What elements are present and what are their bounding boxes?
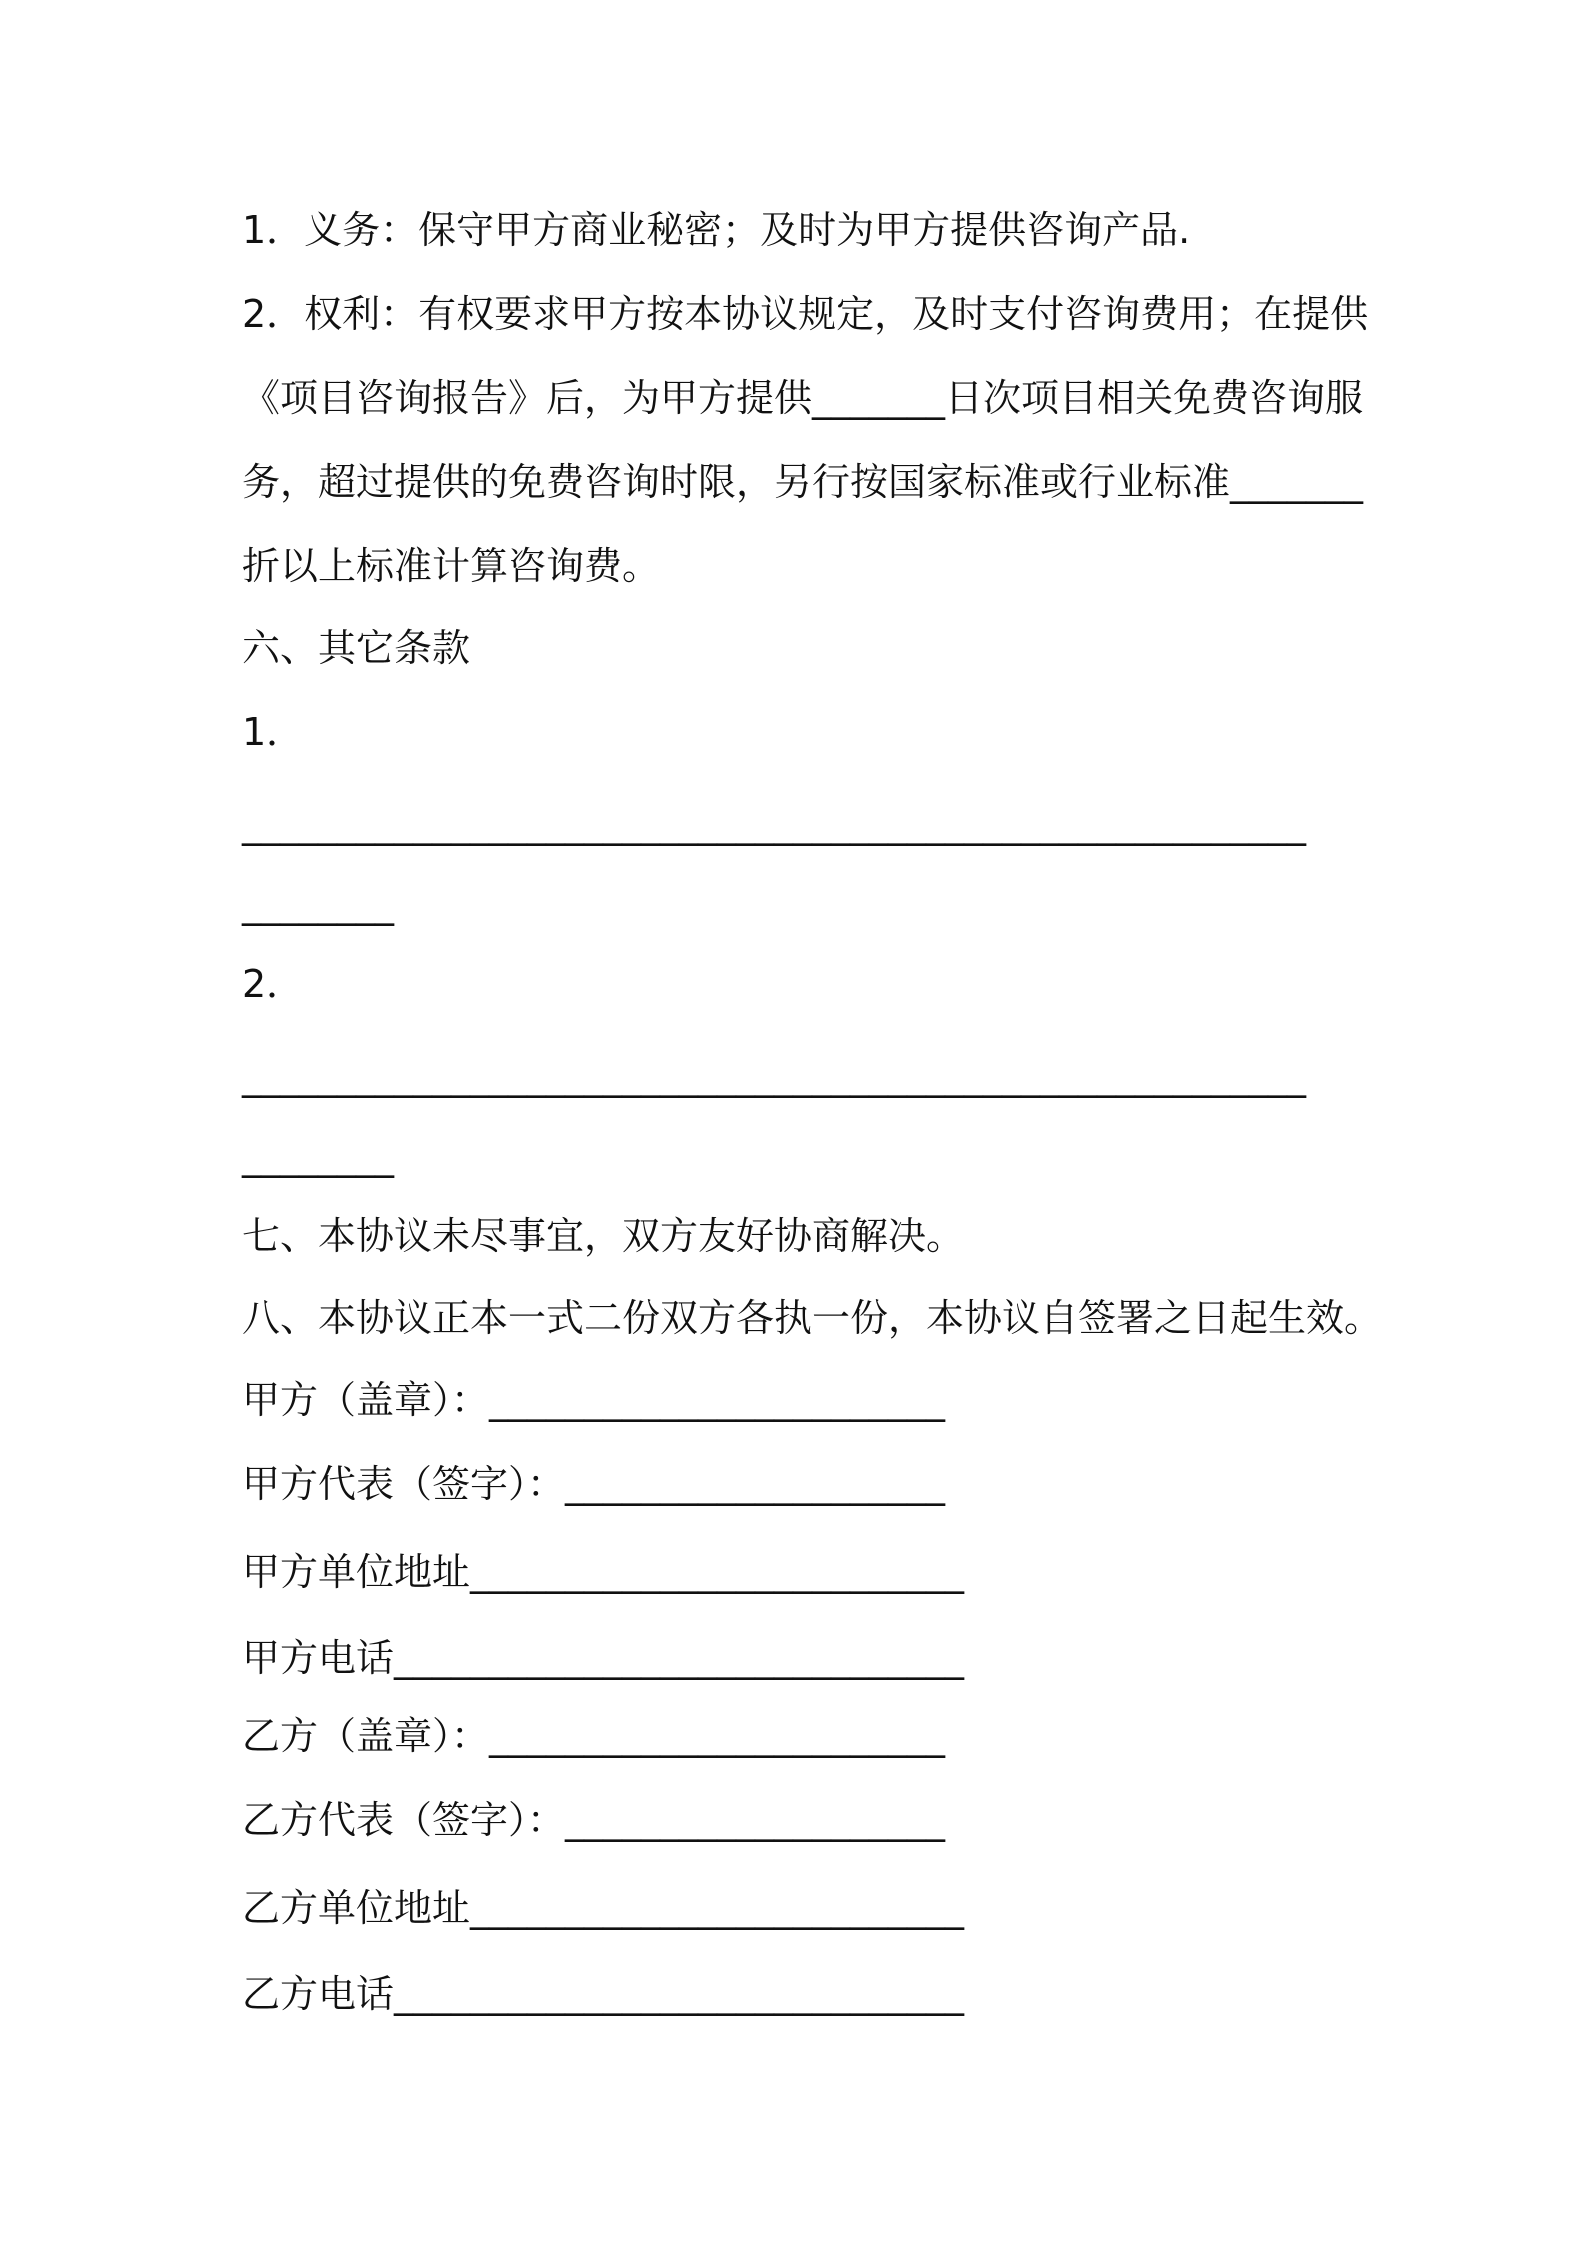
- section-6-title: 六、其它条款: [242, 626, 471, 670]
- party-b-representative-line: 乙方代表（签字）：____________________: [242, 1798, 946, 1842]
- party-a-representative-line: 甲方代表（签字）：____________________: [242, 1462, 946, 1506]
- section-8-clause: 八、本协议正本一式二份双方各执一份，本协议自签署之日起生效。: [242, 1296, 1383, 1340]
- other-term-2-blank-line-2: ________: [242, 1134, 394, 1178]
- party-a-address-line: 甲方单位地址__________________________: [242, 1550, 965, 1594]
- party-b-seal-line: 乙方（盖章）：________________________: [242, 1714, 946, 1758]
- party-a-seal-line: 甲方（盖章）：________________________: [242, 1378, 946, 1422]
- other-term-2-blank-line-1: ________________________________________________________: [242, 1054, 1306, 1098]
- party-b-address-line: 乙方单位地址__________________________: [242, 1886, 965, 1930]
- party-b-phone-line: 乙方电话______________________________: [242, 1972, 965, 2016]
- rights-clause-line-3: 务，超过提供的免费咨询时限，另行按国家标准或行业标准_______: [242, 460, 1364, 504]
- party-a-phone-line: 甲方电话______________________________: [242, 1636, 965, 1680]
- rights-clause-line-2: 《项目咨询报告》后，为甲方提供_______日次项目相关免费咨询服: [242, 376, 1364, 420]
- section-7-clause: 七、本协议未尽事宜，双方友好协商解决。: [242, 1214, 965, 1258]
- obligations-clause: 1．义务：保守甲方商业秘密；及时为甲方提供咨询产品.: [242, 208, 1191, 252]
- other-term-1-blank-line-2: ________: [242, 882, 394, 926]
- other-term-1-blank-line-1: ________________________________________________________: [242, 802, 1306, 846]
- rights-clause-line-1: 2．权利：有权要求甲方按本协议规定，及时支付咨询费用；在提供: [242, 292, 1369, 336]
- other-term-2-label: 2．: [242, 962, 305, 1006]
- other-term-1-label: 1．: [242, 710, 305, 754]
- rights-clause-line-4: 折以上标准计算咨询费。: [242, 544, 661, 588]
